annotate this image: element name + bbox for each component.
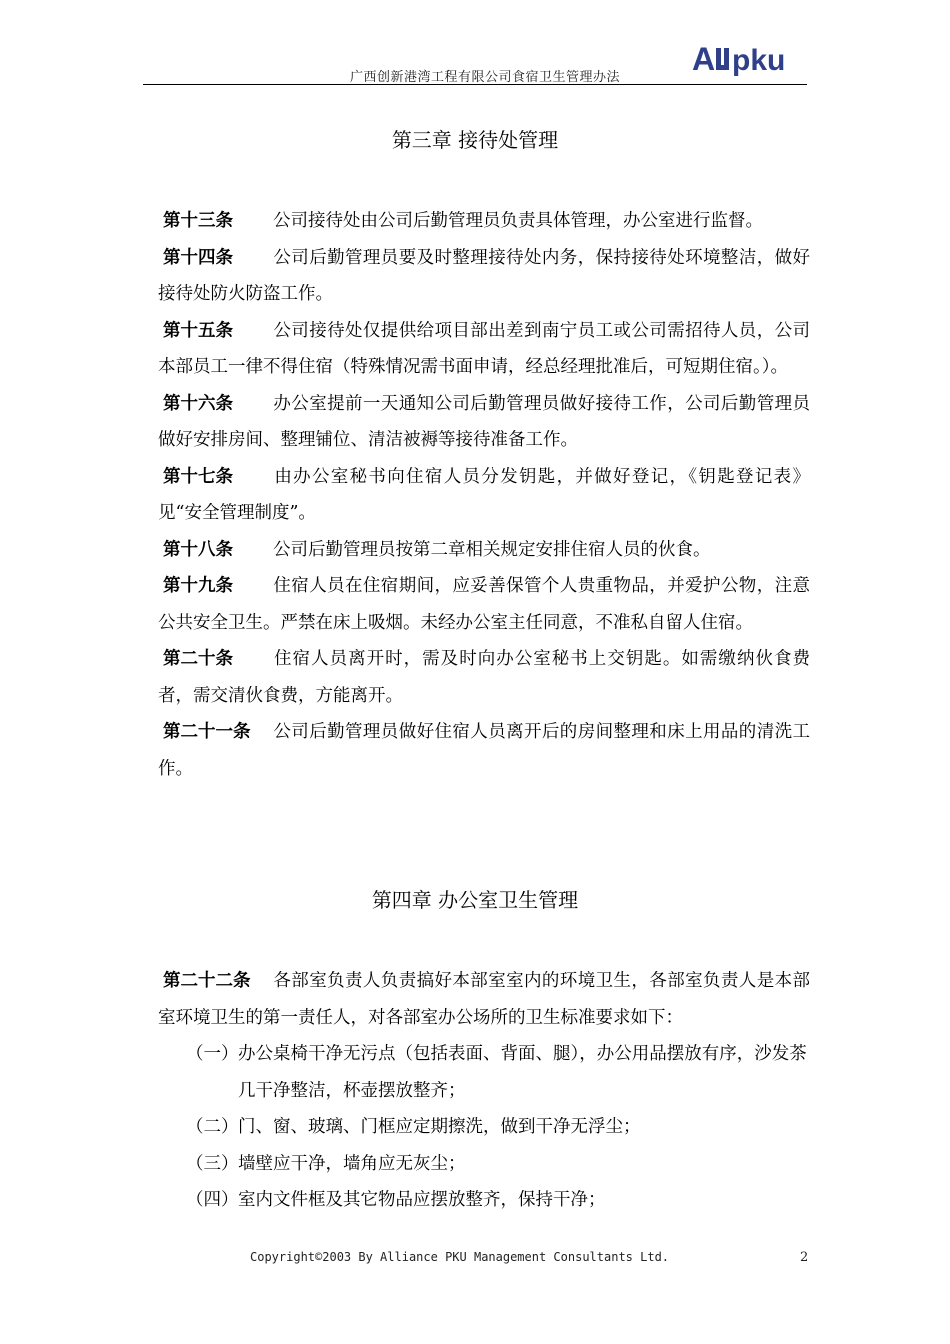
- article-text: 公司接待处由公司后勤管理员负责具体管理，办公室进行监督。: [273, 211, 763, 231]
- list-item-4: [158, 1182, 810, 1219]
- article-20: [158, 641, 810, 714]
- chapter-3-body: [158, 203, 810, 787]
- article-number: 第十三条: [163, 211, 233, 231]
- article-text: 公司后勤管理员要及时整理接待处内务，保持接待处环境整洁，做好接待处防火防盗工作。: [158, 247, 810, 304]
- article-16: [158, 386, 810, 459]
- footer-copyright: Copyright©2003 By Alliance PKU Management Consultants Ltd.: [250, 1250, 670, 1264]
- article-number: 第十八条: [163, 539, 233, 560]
- article-number: 第十七条: [163, 466, 233, 487]
- article-number: 第二十一条: [163, 722, 251, 742]
- article-text: 由办公室秘书向住宿人员分发钥匙，并做好登记，《钥匙登记表》见“安全管理制度”。: [158, 466, 810, 523]
- article-19: [158, 568, 810, 641]
- list-item-3: [158, 1146, 810, 1183]
- list-item-text: 室内文件框及其它物品应摆放整齐，保持干净；: [238, 1190, 606, 1210]
- running-header-title: 广西创新港湾工程有限公司食宿卫生管理办法: [349, 70, 620, 85]
- article-text: 公司接待处仅提供给项目部出差到南宁员工或公司需招待人员，公司本部员工一律不得住宿（特殊情况需书面申请，经总经理批准后，可短期住宿。）。: [158, 320, 810, 377]
- list-marker: （一）: [186, 1044, 239, 1064]
- chapter-4-title: 第四章 办公室卫生管理: [371, 888, 579, 912]
- article-text: 办公室提前一天通知公司后勤管理员做好接待工作，公司后勤管理员做好安排房间、整理铺位、清洁被褥等接待准备工作。: [158, 393, 810, 450]
- article-22: [158, 963, 810, 1036]
- article-text: 住宿人员离开时，需及时向办公室秘书上交钥匙。如需缴纳伙食费者，需交清伙食费，方能离开。: [158, 649, 810, 706]
- article-13: [158, 203, 810, 240]
- list-marker: （三）: [186, 1153, 239, 1174]
- article-17: [158, 459, 810, 532]
- article-text: 公司后勤管理员按第二章相关规定安排住宿人员的伙食。: [273, 539, 711, 560]
- article-15: [158, 313, 810, 386]
- list-marker: （四）: [186, 1190, 239, 1210]
- article-number: 第十六条: [163, 393, 233, 414]
- article-text: 住宿人员在住宿期间，应妥善保管个人贵重物品，并爱护公物，注意公共安全卫生。严禁在床上吸烟。未经办公室主任同意，不准私自留人住宿。: [158, 576, 810, 633]
- article-number: 第十五条: [163, 320, 233, 341]
- article-text: 公司后勤管理员做好住宿人员离开后的房间整理和床上用品的清洗工作。: [158, 722, 810, 779]
- article-14: [158, 240, 810, 313]
- svg-text:A: A: [692, 41, 716, 76]
- list-item-text: 办公桌椅干净无污点（包括表面、背面、腿），办公用品摆放有序，沙发茶几干净整洁，杯壶摆放整齐；: [238, 1044, 807, 1101]
- chapter-3-title: 第三章 接待处管理: [391, 128, 559, 152]
- list-item-text: 墙壁应干净，墙角应无灰尘；: [238, 1153, 466, 1174]
- company-logo: [690, 40, 808, 76]
- article-number: 第十四条: [163, 247, 233, 268]
- article-number: 第二十条: [163, 649, 233, 669]
- list-item-2: [158, 1109, 810, 1146]
- page-number: 2: [800, 1250, 809, 1265]
- list-item-text: 门、窗、玻璃、门框应定期擦洗，做到干净无浮尘；: [238, 1117, 641, 1137]
- list-marker: （二）: [186, 1117, 239, 1137]
- article-18: [158, 532, 810, 569]
- article-text: 各部室负责人负责搞好本部室室内的环境卫生，各部室负责人是本部室环境卫生的第一责任人，对各部室办公场所的卫生标准要求如下：: [158, 971, 810, 1028]
- article-number: 第十九条: [163, 576, 233, 596]
- article-21: [158, 714, 810, 787]
- article-number: 第二十二条: [163, 971, 251, 991]
- chapter-4-body: [158, 963, 810, 1219]
- header-rule: [143, 84, 807, 85]
- svg-text:pku: pku: [732, 44, 786, 76]
- list-item-1: [158, 1036, 810, 1109]
